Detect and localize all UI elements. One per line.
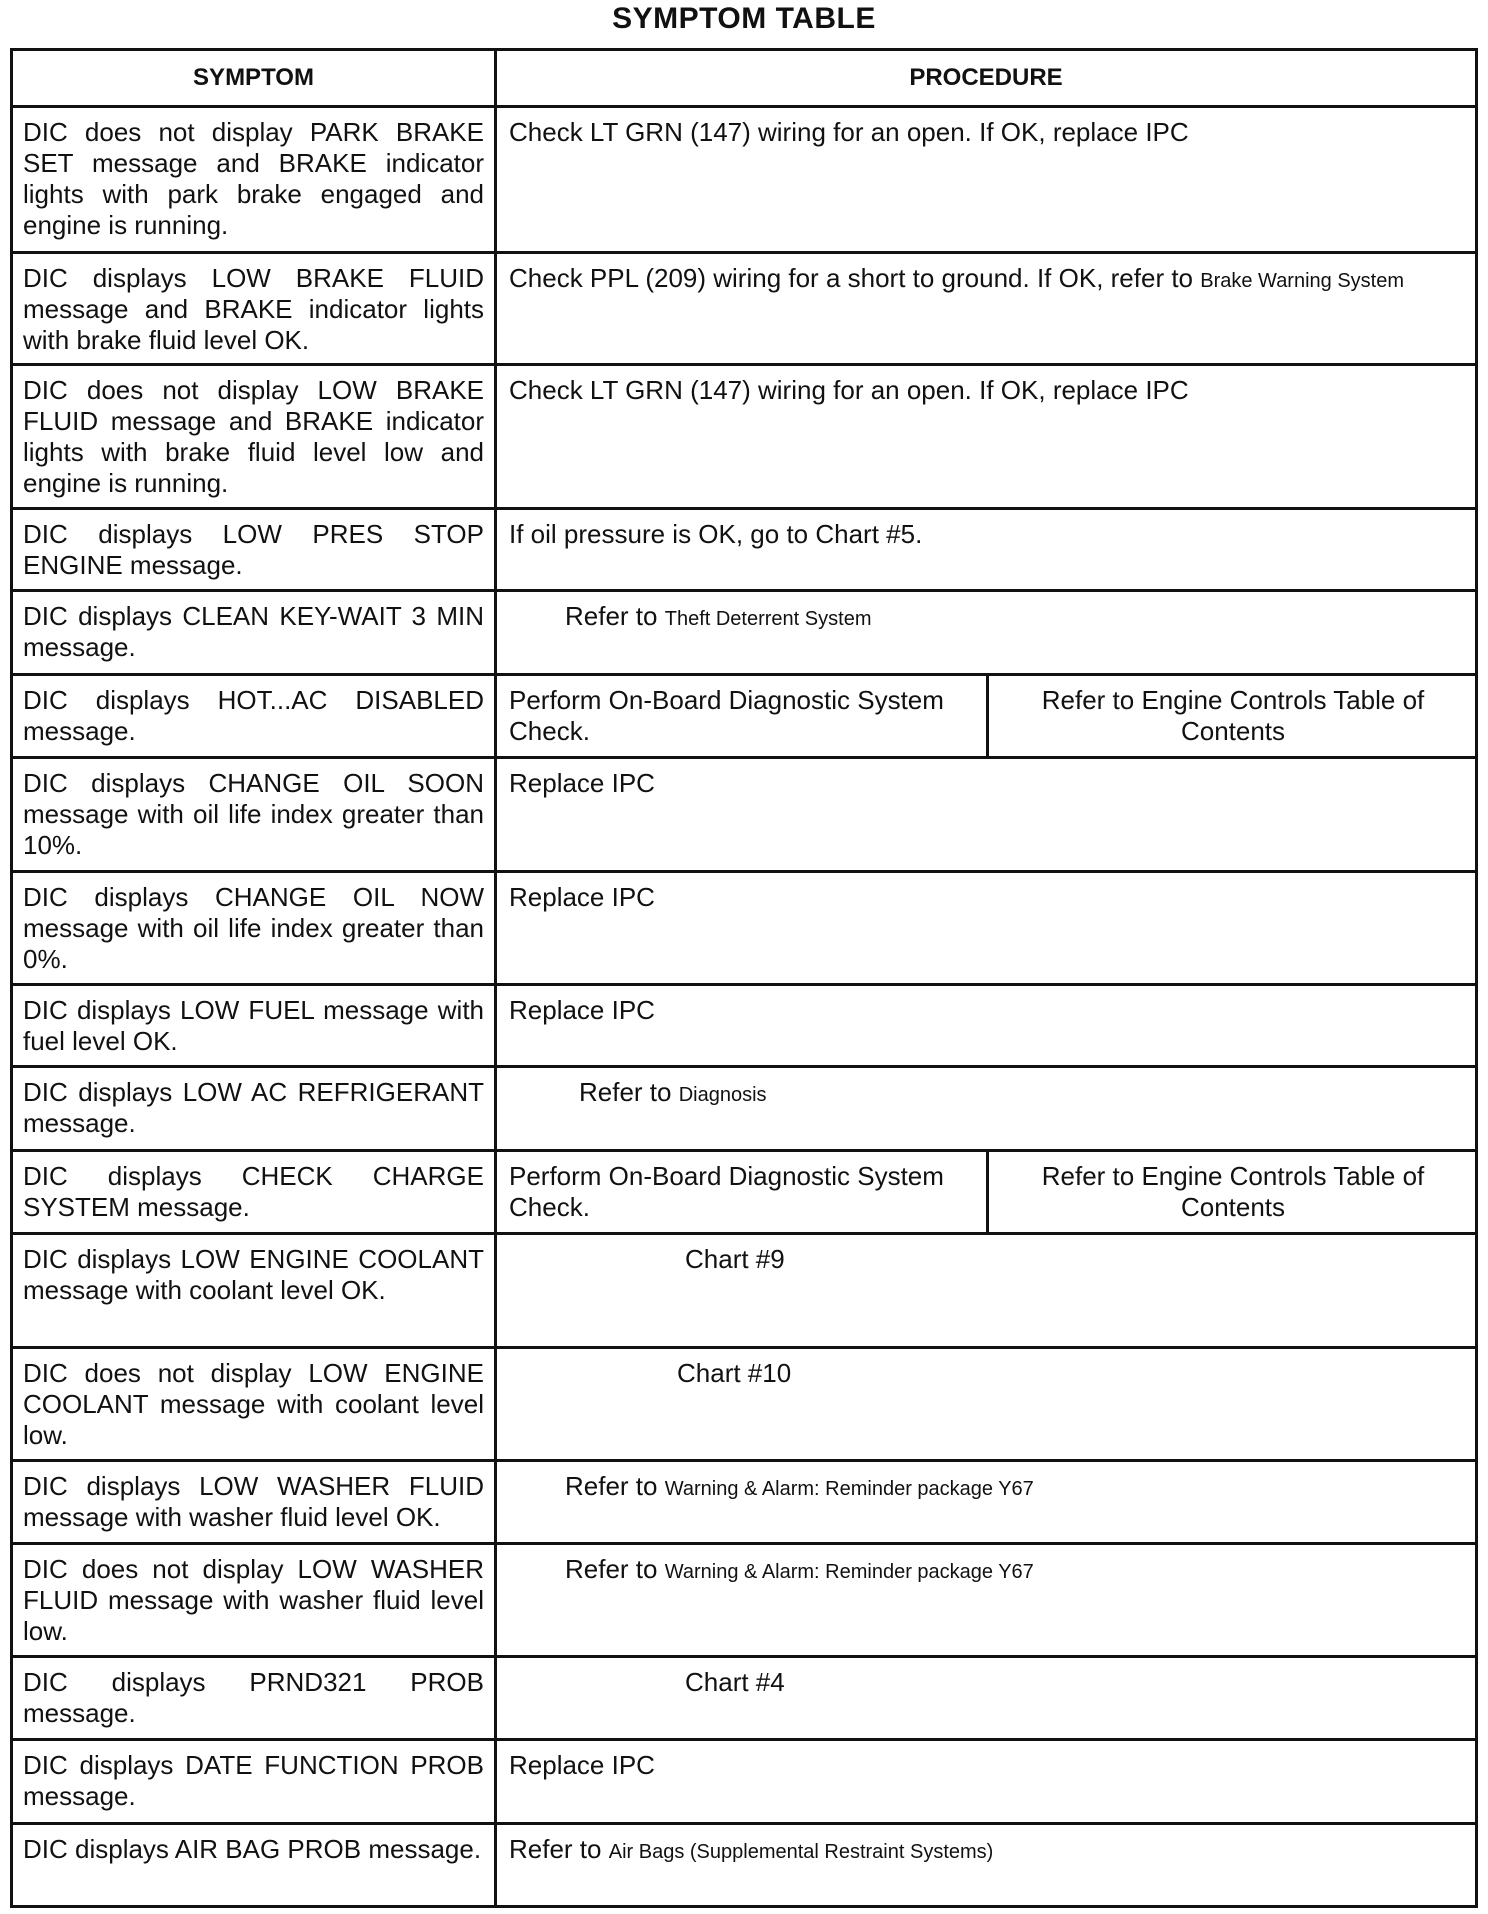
symptom-cell: DIC displays CHANGE OIL NOW message with oil life index greater than 0%. (12, 872, 496, 985)
table-header-row (12, 50, 1477, 107)
procedure-cell (496, 1067, 1477, 1151)
table-row (12, 253, 1477, 365)
procedure-text: Refer to (565, 1471, 658, 1501)
procedure-reference: Brake Warning System (1200, 270, 1405, 292)
symptom-cell: DIC displays LOW AC REFRIGERANT message. (12, 1067, 496, 1151)
symptom-cell: DIC does not display LOW WASHER FLUID message with washer fluid level low. (12, 1544, 496, 1657)
symptom-cell: DIC does not display PARK BRAKE SET message and BRAKE indicator lights with park brake engaged and engine is running. (12, 107, 496, 253)
symptom-cell: DIC displays LOW PRES STOP ENGINE message. (12, 509, 496, 591)
symptom-cell: DIC displays PRND321 PROB message. (12, 1657, 496, 1740)
procedure-text: Refer to (579, 1077, 672, 1107)
table-row (12, 1824, 1477, 1907)
procedure-cell (496, 1544, 1477, 1657)
table-row (12, 1234, 1477, 1348)
procedure-cell (496, 253, 1477, 365)
procedure-reference: Air Bags (Supplemental Restraint Systems) (608, 1841, 994, 1863)
procedure-cell: Replace IPC (496, 758, 1477, 872)
table-row (12, 365, 1477, 509)
symptom-cell: DIC displays HOT...AC DISABLED message. (12, 675, 496, 758)
procedure-cell: Replace IPC (496, 1740, 1477, 1824)
procedure-reference: Warning & Alarm: Reminder package Y67 (664, 1478, 1034, 1500)
symptom-cell: DIC displays LOW FUEL message with fuel level OK. (12, 985, 496, 1067)
procedure-reference: Diagnosis (678, 1084, 767, 1106)
procedure-reference: Theft Deterrent System (664, 608, 872, 630)
procedure-cell: Check LT GRN (147) wiring for an open. If OK, replace IPC (496, 365, 1477, 509)
symptom-table (10, 48, 1478, 1908)
table-row (12, 107, 1477, 253)
procedure-cell (496, 1461, 1477, 1544)
symptom-cell: DIC displays CHANGE OIL SOON message with oil life index greater than 10%. (12, 758, 496, 872)
table-row (12, 591, 1477, 675)
symptom-cell: DIC does not display LOW ENGINE COOLANT message with coolant level low. (12, 1348, 496, 1461)
table-row (12, 872, 1477, 985)
symptom-cell: DIC displays LOW ENGINE COOLANT message with coolant level OK. (12, 1234, 496, 1348)
symptom-cell: DIC does not display LOW BRAKE FLUID message and BRAKE indicator lights with brake fluid level low and engine is running. (12, 365, 496, 509)
symptom-cell: DIC displays CHECK CHARGE SYSTEM message. (12, 1151, 496, 1234)
symptom-cell: DIC displays LOW WASHER FLUID message with washer fluid level OK. (12, 1461, 496, 1544)
procedure-cell: Chart #9 (496, 1234, 1477, 1348)
procedure-cell: If oil pressure is OK, go to Chart #5. (496, 509, 1477, 591)
procedure-cell (496, 1824, 1477, 1907)
table-row (12, 1461, 1477, 1544)
symptom-header: SYMPTOM (12, 50, 496, 107)
procedure-text: Refer to (565, 601, 658, 631)
table-row (12, 1740, 1477, 1824)
procedure-reference: Warning & Alarm: Reminder package Y67 (664, 1561, 1034, 1583)
symptom-cell: DIC displays AIR BAG PROB message. (12, 1824, 496, 1907)
table-row (12, 1657, 1477, 1740)
procedure-text: Refer to (509, 1834, 602, 1864)
procedure-text: Check PPL (209) wiring for a short to ground. If OK, refer to (509, 263, 1194, 293)
procedure-cell: Replace IPC (496, 985, 1477, 1067)
procedure-cell-secondary: Refer to Engine Controls Table of Contents (988, 1151, 1477, 1234)
symptom-cell: DIC displays LOW BRAKE FLUID message and BRAKE indicator lights with brake fluid level OK. (12, 253, 496, 365)
symptom-cell: DIC displays CLEAN KEY-WAIT 3 MIN message. (12, 591, 496, 675)
table-row (12, 675, 1477, 758)
procedure-cell: Replace IPC (496, 872, 1477, 985)
table-row (12, 1348, 1477, 1461)
procedure-cell: Check LT GRN (147) wiring for an open. If OK, replace IPC (496, 107, 1477, 253)
table-row (12, 1151, 1477, 1234)
table-row (12, 985, 1477, 1067)
table-row (12, 1544, 1477, 1657)
procedure-cell: Chart #10 (496, 1348, 1477, 1461)
procedure-cell (496, 591, 1477, 675)
table-row (12, 758, 1477, 872)
procedure-cell: Chart #4 (496, 1657, 1477, 1740)
procedure-cell: Perform On-Board Diagnostic System Check. (496, 675, 988, 758)
procedure-text: Refer to (565, 1554, 658, 1584)
symptom-cell: DIC displays DATE FUNCTION PROB message. (12, 1740, 496, 1824)
table-row (12, 1067, 1477, 1151)
page-title: SYMPTOM TABLE (612, 2, 876, 35)
procedure-header: PROCEDURE (496, 50, 1477, 107)
procedure-cell-secondary: Refer to Engine Controls Table of Contents (988, 675, 1477, 758)
procedure-cell: Perform On-Board Diagnostic System Check. (496, 1151, 988, 1234)
table-row (12, 509, 1477, 591)
